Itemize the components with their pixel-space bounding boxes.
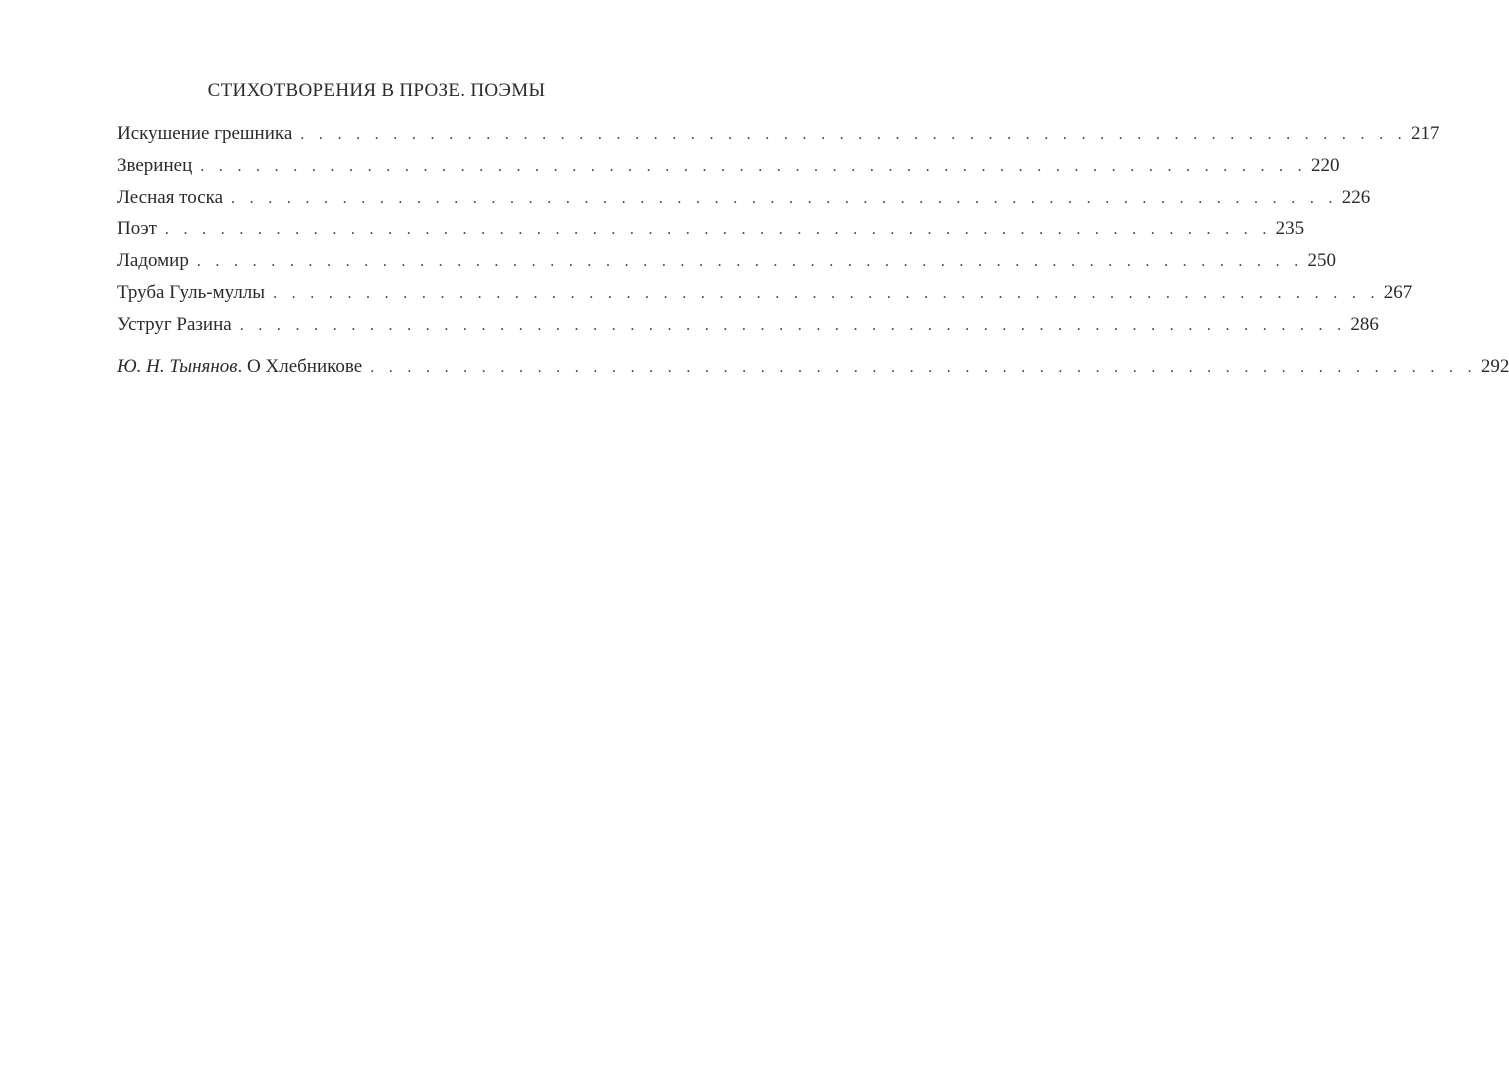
toc-leader-dots: . . . . . . . . . . . . . . . . . . . . . . . . . . . . . . . . . . . . . . . . . . . . . . . . . . . . . . . . . . . .	[300, 126, 1407, 143]
toc-entry	[117, 313, 1379, 346]
toc-entry-title: Поэт	[117, 218, 157, 240]
toc-afterword-author: Ю. Н. Тынянов	[117, 355, 238, 377]
toc-entry-page: 220	[1310, 154, 1340, 176]
toc-entry	[117, 186, 1371, 219]
toc-entry-page: 217	[1410, 123, 1440, 144]
toc-entry	[117, 123, 1440, 155]
toc-afterword-title-group	[117, 356, 370, 378]
toc-entry	[117, 154, 1340, 187]
toc-entry	[117, 218, 1305, 250]
toc-leader-dots: . . . . . . . . . . . . . . . . . . . . . . . . . . . . . . . . . . . . . . . . . . . . . . . . . . . . . . . . . . . .	[370, 358, 1477, 376]
toc-afterword-entry	[117, 355, 1509, 388]
toc-leader-dots: . . . . . . . . . . . . . . . . . . . . . . . . . . . . . . . . . . . . . . . . . . . . . . . . . . . . . . . . . . . .	[196, 253, 1304, 271]
toc-afterword-title: О Хлебникове	[242, 355, 363, 377]
toc-entry-title: Зверинец	[117, 154, 193, 176]
toc-afterword-separator: .	[237, 355, 243, 377]
toc-leader-dots: . . . . . . . . . . . . . . . . . . . . . . . . . . . . . . . . . . . . . . . . . . . . . . . . . . . . . . . . . . . .	[200, 157, 1307, 175]
toc-spacer	[117, 346, 663, 356]
toc-entry	[117, 281, 1413, 314]
toc-entry-page: 286	[1350, 313, 1379, 335]
toc-entry-title: Искушение грешника	[117, 123, 293, 144]
toc-entry-page: 235	[1275, 218, 1305, 240]
toc-entry-title: Труба Гуль-муллы	[117, 281, 266, 303]
toc-entry-title: Лесная тоска	[117, 186, 224, 208]
toc-afterword-page: 292	[1480, 355, 1509, 377]
toc-entry-page: 226	[1341, 186, 1371, 208]
toc-entry-page: 250	[1307, 250, 1337, 272]
toc-leader-dots: . . . . . . . . . . . . . . . . . . . . . . . . . . . . . . . . . . . . . . . . . . . . . . . . . . . . . . . . . . . .	[231, 189, 1338, 207]
table-of-contents	[117, 123, 1509, 387]
toc-entry-title: Уструг Разина	[117, 313, 232, 335]
toc-entry	[117, 250, 1337, 282]
toc-leader-dots: . . . . . . . . . . . . . . . . . . . . . . . . . . . . . . . . . . . . . . . . . . . . . . . . . . . . . . . . . . . .	[164, 221, 1272, 239]
toc-entry-page: 267	[1383, 281, 1413, 303]
section-title: СТИХОТВОРЕНИЯ В ПРОЗЕ. ПОЭМЫ	[207, 80, 546, 101]
toc-leader-dots: . . . . . . . . . . . . . . . . . . . . . . . . . . . . . . . . . . . . . . . . . . . . . . . . . . . . . . . . . . . .	[273, 284, 1380, 302]
toc-entry-title: Ладомир	[117, 250, 189, 272]
toc-leader-dots: . . . . . . . . . . . . . . . . . . . . . . . . . . . . . . . . . . . . . . . . . . . . . . . . . . . . . . . . . . . .	[239, 316, 1347, 334]
